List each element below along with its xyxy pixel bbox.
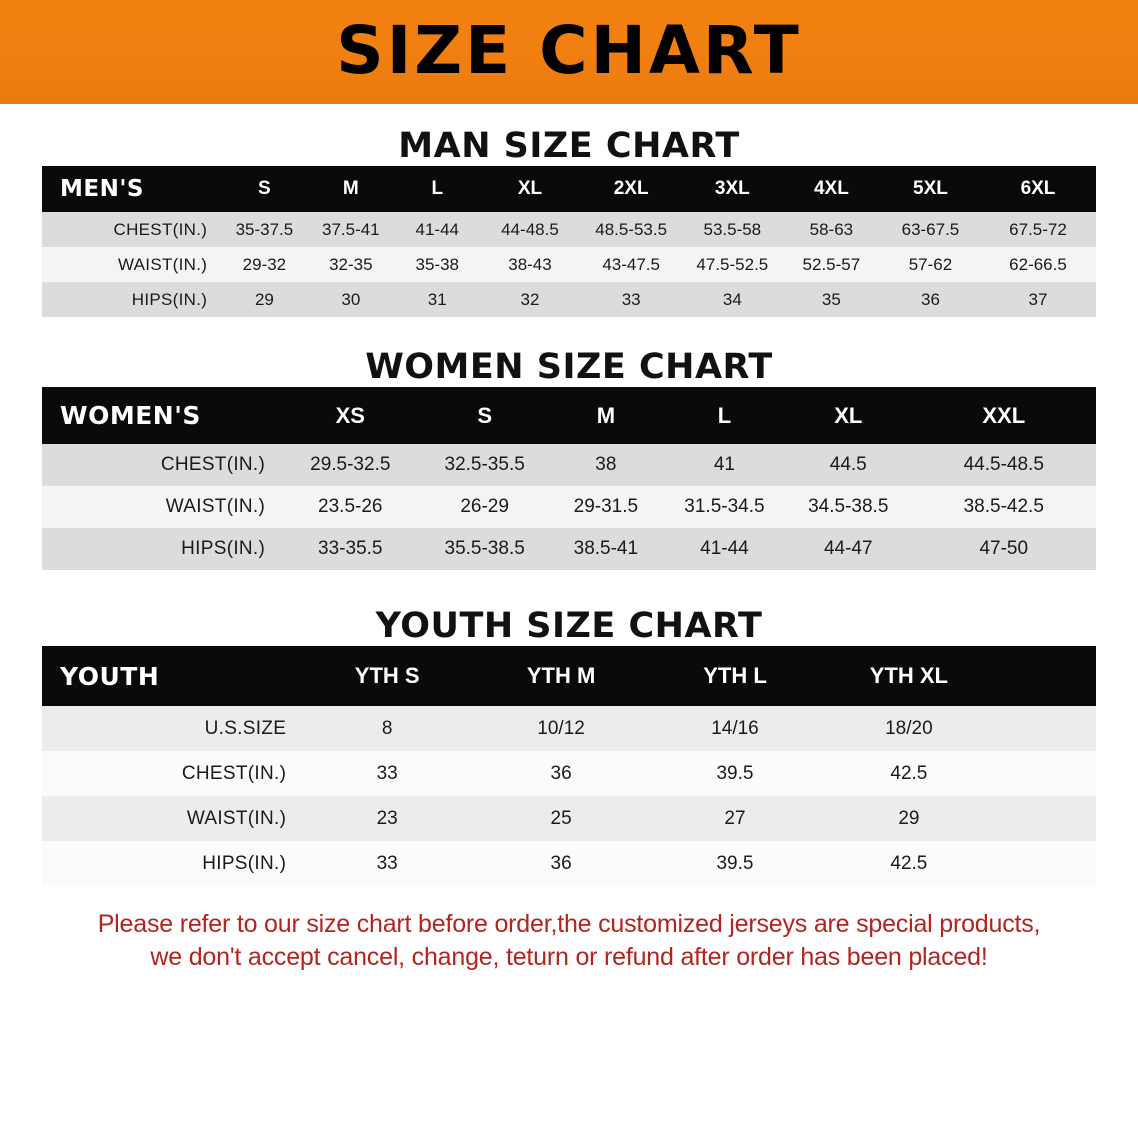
women-chest-l: 41 xyxy=(713,454,735,475)
women-hips-xl: 44-47 xyxy=(823,538,873,559)
man-waist-m: 32-35 xyxy=(329,254,373,274)
women-waist-xl: 34.5-38.5 xyxy=(808,496,889,517)
women-hips-m: 38.5-41 xyxy=(573,538,639,559)
women-chest-s: 32.5-35.5 xyxy=(444,454,525,475)
man-hips-l: 31 xyxy=(427,289,447,309)
youth-chest-m: 36 xyxy=(550,762,572,784)
youth-chest-spacer xyxy=(996,751,1096,796)
man-col-m: M xyxy=(342,178,359,199)
man-chest-3xl: 53.5-58 xyxy=(703,219,762,239)
youth-us-size-s: 8 xyxy=(381,717,393,739)
youth-us-size-l: 14/16 xyxy=(711,717,759,739)
youth-waist-m: 25 xyxy=(550,807,572,829)
women-table-wrap xyxy=(42,387,1096,570)
man-waist-6xl: 62-66.5 xyxy=(1009,254,1067,274)
youth-chest-xl: 42.5 xyxy=(890,762,928,784)
man-chest-xl: 44-48.5 xyxy=(501,219,559,239)
youth-chest-s: 33 xyxy=(376,762,398,784)
youth-us-size-spacer xyxy=(996,706,1096,751)
page-title: SIZE CHART xyxy=(336,12,802,89)
women-hips-s: 35.5-38.5 xyxy=(444,538,525,559)
man-hips-m: 30 xyxy=(341,289,361,309)
women-row-label-hips: HIPS(IN.) xyxy=(181,538,266,559)
man-chest-5xl: 63-67.5 xyxy=(901,219,960,239)
youth-hips-l: 39.5 xyxy=(716,852,754,874)
women-row-label-waist: WAIST(IN.) xyxy=(165,496,266,517)
man-chest-l: 41-44 xyxy=(415,219,459,239)
women-hips-xs: 33-35.5 xyxy=(318,538,383,559)
man-chest-m: 37.5-41 xyxy=(321,219,380,239)
youth-section-heading: YOUTH SIZE CHART xyxy=(375,606,763,646)
table-row xyxy=(42,528,1096,570)
women-row-label-chest: CHEST(IN.) xyxy=(160,454,266,475)
youth-hips-xl: 42.5 xyxy=(890,852,928,874)
women-size-table xyxy=(42,387,1096,570)
man-chest-s: 35-37.5 xyxy=(235,219,294,239)
table-row xyxy=(42,796,1096,841)
man-hips-s: 29 xyxy=(254,289,274,309)
man-waist-4xl: 52.5-57 xyxy=(802,254,861,274)
women-hips-l: 41-44 xyxy=(700,538,749,559)
man-chest-2xl: 48.5-53.5 xyxy=(595,219,668,239)
man-col-xl: XL xyxy=(517,178,543,199)
table-row xyxy=(42,444,1096,486)
table-row xyxy=(42,706,1096,751)
women-col-xs: XS xyxy=(335,402,365,428)
policy-note-line-2: we don't accept cancel, change, teturn or refund after order has been placed! xyxy=(150,943,988,971)
youth-waist-l: 27 xyxy=(724,807,746,829)
table-row xyxy=(42,751,1096,796)
man-row-label-chest: CHEST(IN.) xyxy=(113,219,208,239)
youth-waist-spacer xyxy=(996,796,1096,841)
youth-waist-s: 23 xyxy=(376,807,398,829)
table-row xyxy=(42,841,1096,886)
man-hips-xl: 32 xyxy=(520,289,540,309)
man-hips-4xl: 35 xyxy=(821,289,841,309)
youth-hips-s: 33 xyxy=(376,852,398,874)
man-col-2xl: 2XL xyxy=(613,178,649,199)
women-col-xxl: XXL xyxy=(982,402,1026,428)
man-col-6xl: 6XL xyxy=(1020,178,1056,199)
man-waist-3xl: 47.5-52.5 xyxy=(696,254,769,274)
women-col-m: M xyxy=(596,402,616,428)
youth-row-label-waist: WAIST(IN.) xyxy=(186,807,287,829)
women-waist-xxl: 38.5-42.5 xyxy=(963,496,1044,517)
women-chest-xs: 29.5-32.5 xyxy=(310,454,391,475)
man-hips-2xl: 33 xyxy=(621,289,641,309)
youth-col-s: YTH S xyxy=(354,663,420,688)
man-corner-label: MEN'S xyxy=(60,176,144,202)
man-hips-3xl: 34 xyxy=(722,289,742,309)
women-waist-xs: 23.5-26 xyxy=(318,496,383,517)
man-table-wrap xyxy=(42,166,1096,317)
youth-col-spacer xyxy=(996,646,1096,706)
man-section-heading: MAN SIZE CHART xyxy=(398,126,740,166)
women-chest-xxl: 44.5-48.5 xyxy=(963,454,1044,475)
women-hips-xxl: 47-50 xyxy=(979,538,1029,559)
women-chest-m: 38 xyxy=(595,454,617,475)
youth-col-m: YTH M xyxy=(526,663,596,688)
man-hips-6xl: 37 xyxy=(1028,289,1048,309)
youth-row-label-chest: CHEST(IN.) xyxy=(181,762,287,784)
man-hips-5xl: 36 xyxy=(920,289,940,309)
man-waist-xl: 38-43 xyxy=(508,254,552,274)
youth-col-l: YTH L xyxy=(703,663,767,688)
man-waist-5xl: 57-62 xyxy=(908,254,953,274)
women-table-header-row xyxy=(42,387,1096,444)
women-col-s: S xyxy=(477,402,492,428)
women-waist-l: 31.5-34.5 xyxy=(684,496,765,517)
youth-table-header-row xyxy=(42,646,1096,706)
youth-row-label-hips: HIPS(IN.) xyxy=(202,852,287,874)
man-waist-2xl: 43-47.5 xyxy=(602,254,660,274)
women-waist-m: 29-31.5 xyxy=(573,496,639,517)
youth-chest-l: 39.5 xyxy=(716,762,754,784)
man-chest-4xl: 58-63 xyxy=(809,219,854,239)
youth-us-size-m: 10/12 xyxy=(537,717,585,739)
man-chest-6xl: 67.5-72 xyxy=(1009,219,1067,239)
youth-col-xl: YTH XL xyxy=(869,663,948,688)
youth-hips-spacer xyxy=(996,841,1096,886)
youth-corner-label: YOUTH xyxy=(60,661,160,691)
women-col-xl: XL xyxy=(834,402,863,428)
man-col-s: S xyxy=(258,178,271,199)
women-col-l: L xyxy=(717,402,732,428)
man-waist-l: 35-38 xyxy=(415,254,459,274)
table-row xyxy=(42,247,1096,282)
man-row-label-waist: WAIST(IN.) xyxy=(117,254,208,274)
women-chest-xl: 44.5 xyxy=(829,454,867,475)
man-size-table xyxy=(42,166,1096,317)
table-row xyxy=(42,212,1096,247)
man-row-label-hips: HIPS(IN.) xyxy=(131,289,208,309)
youth-hips-m: 36 xyxy=(550,852,572,874)
man-col-5xl: 5XL xyxy=(913,178,948,199)
youth-table-wrap xyxy=(42,646,1096,886)
women-waist-s: 26-29 xyxy=(460,496,509,517)
women-section-heading: WOMEN SIZE CHART xyxy=(365,347,773,387)
man-waist-s: 29-32 xyxy=(242,254,287,274)
man-col-3xl: 3XL xyxy=(714,178,750,199)
man-table-header-row xyxy=(42,166,1096,212)
table-row xyxy=(42,282,1096,317)
youth-us-size-xl: 18/20 xyxy=(885,717,933,739)
page-banner xyxy=(0,0,1138,104)
policy-note-line-1: Please refer to our size chart before order,the customized jerseys are special products, xyxy=(97,910,1041,938)
youth-waist-xl: 29 xyxy=(898,807,920,829)
man-col-4xl: 4XL xyxy=(813,178,849,199)
youth-size-table xyxy=(42,646,1096,886)
women-corner-label: WOMEN'S xyxy=(60,401,201,430)
youth-row-label-us-size: U.S.SIZE xyxy=(204,717,287,739)
table-row xyxy=(42,486,1096,528)
man-col-l: L xyxy=(431,178,444,199)
policy-note xyxy=(39,908,1099,974)
